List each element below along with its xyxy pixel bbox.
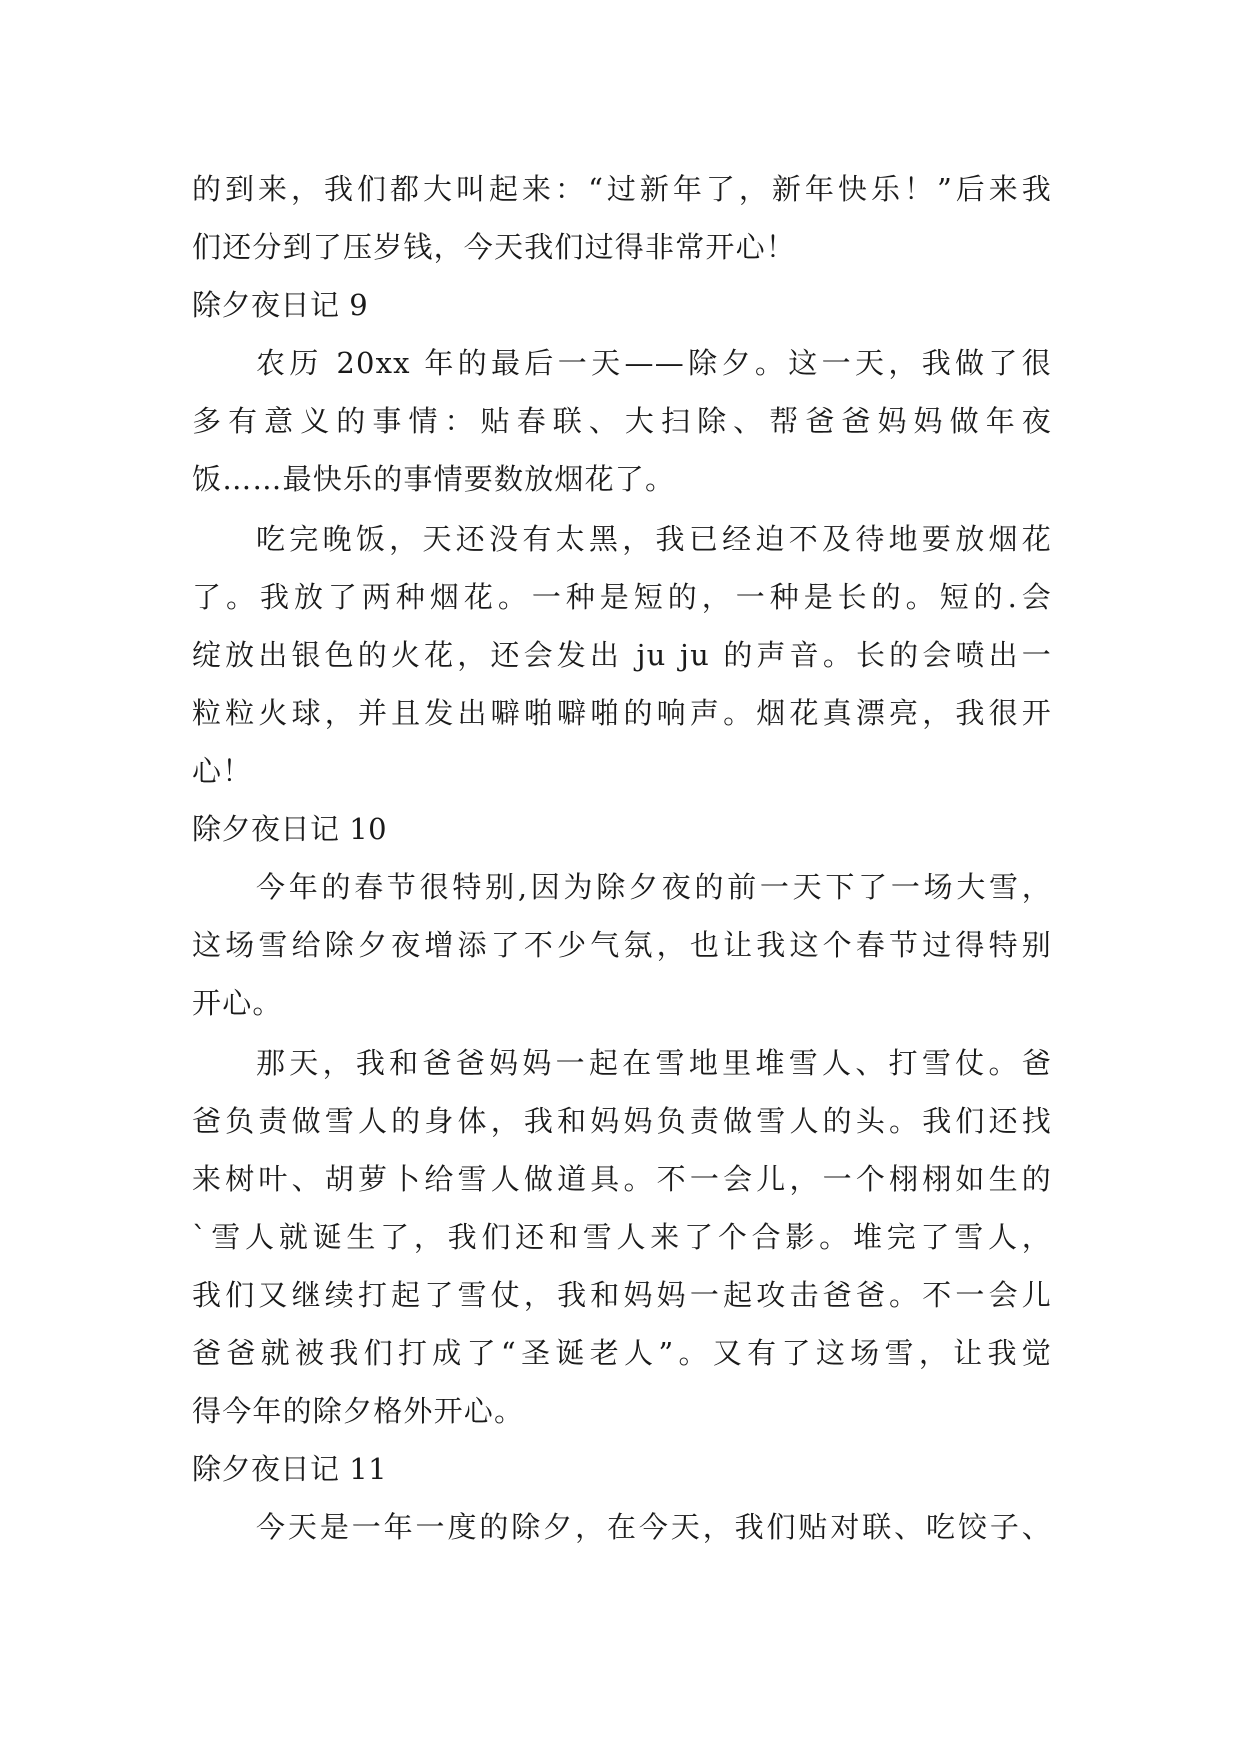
paragraph-line: 了。我放了两种烟花。一种是短的，一种是长的。短的.会	[192, 580, 1052, 614]
paragraph-line: `雪人就诞生了，我们还和雪人来了个合影。堆完了雪人，	[192, 1220, 1052, 1254]
paragraph-line: 饭……最快乐的事情要数放烟花了。	[192, 462, 676, 496]
section-heading: 除夕夜日记 9	[192, 288, 369, 322]
paragraph-line: 多有意义的事情：贴春联、大扫除、帮爸爸妈妈做年夜	[192, 404, 1052, 438]
paragraph-line: 今年的春节很特别,因为除夕夜的前一天下了一场大雪，	[256, 870, 1052, 904]
paragraph-line: 爸爸就被我们打成了“圣诞老人”。又有了这场雪，让我觉	[192, 1336, 1052, 1370]
paragraph-line: 今天是一年一度的除夕，在今天，我们贴对联、吃饺子、	[256, 1510, 1052, 1544]
paragraph-line: 绽放出银色的火花，还会发出 ju ju 的声音。长的会喷出一	[192, 638, 1052, 672]
paragraph-line: 农历 20xx 年的最后一天——除夕。这一天，我做了很	[256, 346, 1052, 380]
paragraph-line: 们还分到了压岁钱，今天我们过得非常开心！	[192, 230, 797, 264]
section-heading: 除夕夜日记 11	[192, 1452, 388, 1486]
paragraph-line: 这场雪给除夕夜增添了不少气氛，也让我这个春节过得特别	[192, 928, 1052, 962]
paragraph-line: 来树叶、胡萝卜给雪人做道具。不一会儿，一个栩栩如生的	[192, 1162, 1052, 1196]
paragraph-line: 粒粒火球，并且发出噼啪噼啪的响声。烟花真漂亮，我很开	[192, 696, 1052, 730]
paragraph-line: 爸负责做雪人的身体，我和妈妈负责做雪人的头。我们还找	[192, 1104, 1052, 1138]
paragraph-line: 心！	[192, 754, 253, 788]
paragraph-line: 的到来，我们都大叫起来：“过新年了，新年快乐！”后来我	[192, 172, 1052, 206]
section-heading: 除夕夜日记 10	[192, 812, 388, 846]
document-page	[192, 160, 1052, 1556]
paragraph-line: 得今年的除夕格外开心。	[192, 1394, 525, 1428]
paragraph-line: 开心。	[192, 986, 283, 1020]
paragraph-line: 吃完晚饭，天还没有太黑，我已经迫不及待地要放烟花	[256, 522, 1052, 556]
paragraph-line: 我们又继续打起了雪仗，我和妈妈一起攻击爸爸。不一会儿	[192, 1278, 1052, 1312]
paragraph-line: 那天，我和爸爸妈妈一起在雪地里堆雪人、打雪仗。爸	[256, 1046, 1052, 1080]
